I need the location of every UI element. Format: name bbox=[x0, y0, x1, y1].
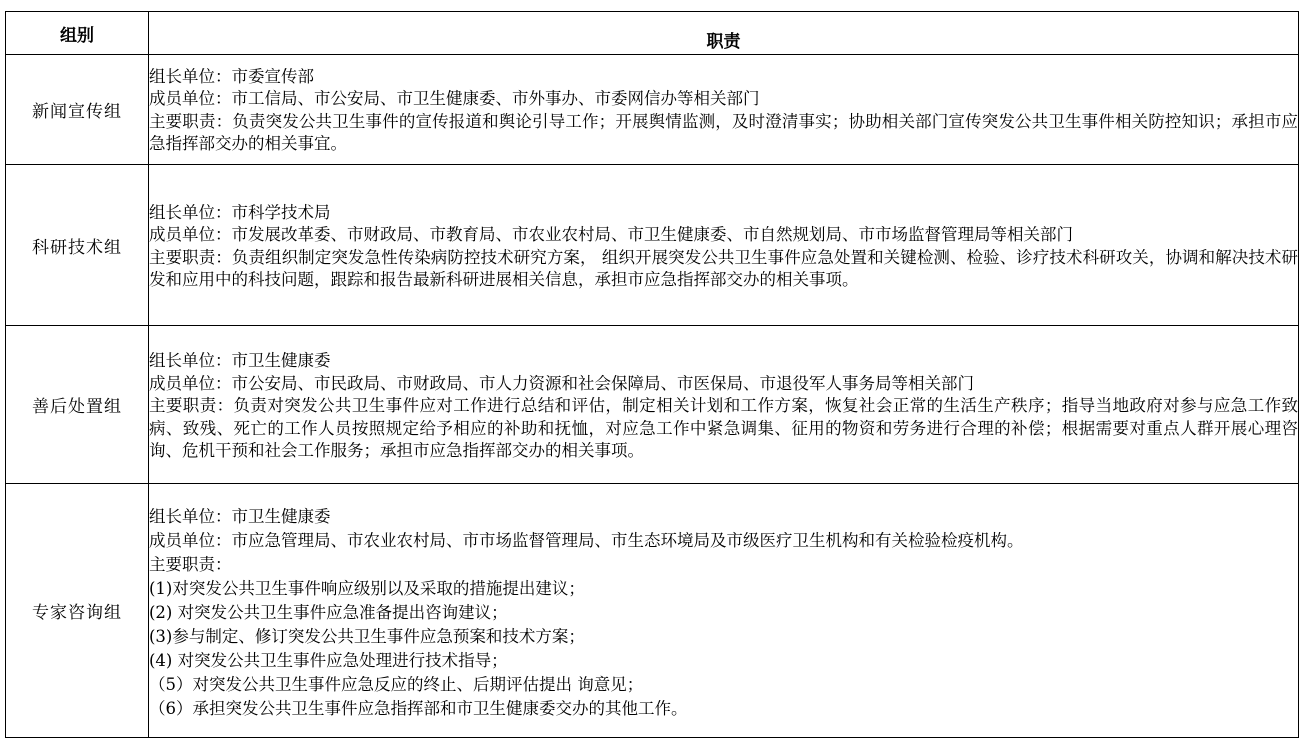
table-row bbox=[6, 55, 1299, 165]
group-name: 新闻宣传组 bbox=[6, 55, 149, 165]
responsibility-table bbox=[5, 11, 1299, 738]
leader-unit: 组长单位：市科学技术局 bbox=[149, 202, 331, 222]
duty-item: （6）承担突发公共卫生事件应急指挥部和市卫生健康委交办的其他工作。 bbox=[149, 698, 688, 718]
leader-unit: 组长单位：市卫生健康委 bbox=[149, 506, 331, 526]
duty-item: (1)对突发公共卫生事件响应级别以及采取的措施提出建议； bbox=[149, 578, 585, 598]
header-group: 组别 bbox=[6, 12, 149, 55]
header-row bbox=[6, 12, 1299, 55]
group-name: 善后处置组 bbox=[6, 326, 149, 484]
main-duties-label: 主要职责： bbox=[149, 554, 232, 574]
group-name: 专家咨询组 bbox=[6, 484, 149, 738]
duty-item: (2) 对突发公共卫生事件应急准备提出咨询建议； bbox=[149, 602, 508, 622]
leader-unit: 组长单位：市委宣传部 bbox=[149, 66, 314, 86]
member-units: 成员单位：市工信局、市公安局、市卫生健康委、市外事办、市委网信办等相关部门 bbox=[149, 89, 760, 109]
table-row bbox=[6, 326, 1299, 484]
table-row bbox=[6, 165, 1299, 326]
header-duty: 职责 bbox=[149, 12, 1299, 55]
duty-item: （5）对突发公共卫生事件应急反应的终止、后期评估提出 询意见； bbox=[149, 674, 644, 694]
member-units: 成员单位：市发展改革委、市财政局、市教育局、市农业农村局、市卫生健康委、市自然规划局、市市场监督管理局等相关部门 bbox=[149, 225, 1073, 245]
main-duties: 主要职责：负责对突发公共卫生事件应对工作进行总结和评估，制定相关计划和工作方案，恢复社会正常的生活生产秩序；指导当地政府对参与应急工作致病、致残、死亡的工作人员按照规定给予相应的补助和抚恤，对应急工作中紧急调集、征用的物资和劳务进行合理的补偿；根据需要对重点人群开展心理咨询、危机干预和社会工作服务；承担市应急指挥部交办的相关事项。 bbox=[149, 396, 1298, 461]
duty-item: (3)参与制定、修订突发公共卫生事件应急预案和技术方案； bbox=[149, 626, 585, 646]
duty-item: (4) 对突发公共卫生事件应急处理进行技术指导； bbox=[149, 650, 508, 670]
duty-cell bbox=[149, 55, 1299, 165]
member-units: 成员单位：市公安局、市民政局、市财政局、市人力资源和社会保障局、市医保局、市退役军人事务局等相关部门 bbox=[149, 373, 974, 393]
member-units: 成员单位：市应急管理局、市农业农村局、市市场监督管理局、市生态环境局及市级医疗卫生机构和有关检验检疫机构。 bbox=[149, 530, 1024, 550]
main-duties: 主要职责：负责组织制定突发急性传染病防控技术研究方案， 组织开展突发公共卫生事件应急处置和关键检测、检验、诊疗技术科研攻关，协调和解决技术研发和应用中的科技问题，跟踪和报告最新科研进展相关信息，承担市应急指挥部交办的相关事项。 bbox=[149, 247, 1298, 289]
table-row bbox=[6, 484, 1299, 738]
duty-cell bbox=[149, 165, 1299, 326]
main-duties: 主要职责：负责突发公共卫生事件的宣传报道和舆论引导工作；开展舆情监测，及时澄清事实；协助相关部门宣传突发公共卫生事件相关防控知识；承担市应急指挥部交办的相关事宜。 bbox=[149, 111, 1298, 153]
group-name: 科研技术组 bbox=[6, 165, 149, 326]
leader-unit: 组长单位：市卫生健康委 bbox=[149, 351, 331, 371]
duty-cell bbox=[149, 326, 1299, 484]
duty-cell bbox=[149, 484, 1299, 738]
